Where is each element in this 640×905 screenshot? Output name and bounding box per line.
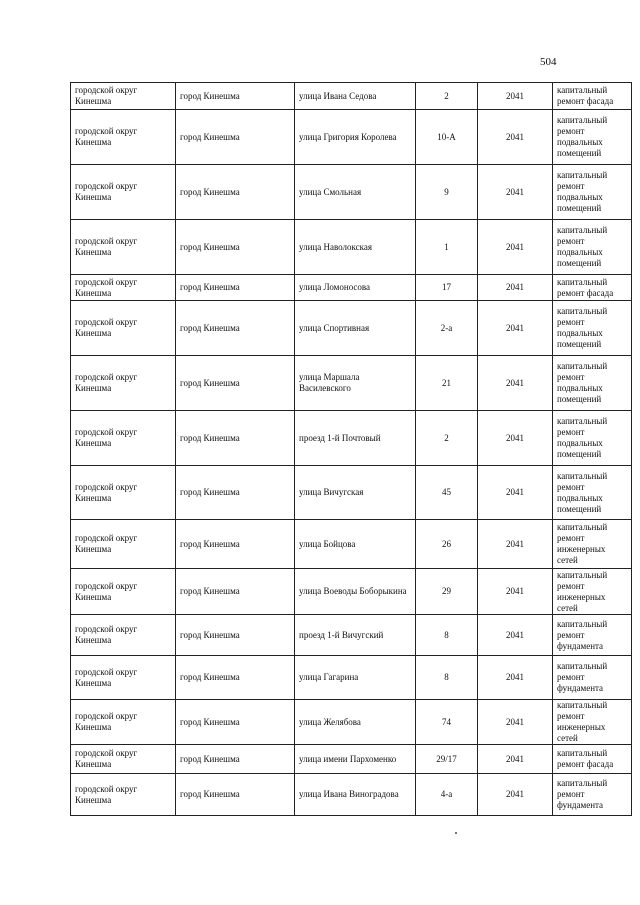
table-row [71,520,632,569]
city-cell: город Кинешма [176,656,295,700]
district-cell: городской округ Кинешма [71,745,176,774]
work-cell: капитальный ремонт подвальных помещений [553,356,632,411]
housing-repair-table [70,82,632,816]
street-cell: улица имени Пархоменко [295,745,416,774]
year-cell: 2041 [478,700,553,745]
district-cell: городской округ Кинешма [71,411,176,466]
street-cell: улица Наволокская [295,220,416,275]
street-cell: улица Ивана Седова [295,83,416,110]
table-row [71,615,632,656]
page-number: 504 [540,56,557,68]
year-cell: 2041 [478,745,553,774]
district-cell: городской округ Кинешма [71,356,176,411]
street-cell: улица Григория Королева [295,110,416,165]
district-cell: городской округ Кинешма [71,275,176,301]
work-cell: капитальный ремонт инженерных сетей [553,569,632,615]
work-cell: капитальный ремонт подвальных помещений [553,411,632,466]
year-cell: 2041 [478,466,553,520]
year-cell: 2041 [478,83,553,110]
year-cell: 2041 [478,165,553,220]
year-cell: 2041 [478,220,553,275]
house-cell: 2 [416,411,478,466]
district-cell: городской округ Кинешма [71,656,176,700]
table-row [71,656,632,700]
district-cell: городской округ Кинешма [71,220,176,275]
work-cell: капитальный ремонт инженерных сетей [553,520,632,569]
year-cell: 2041 [478,615,553,656]
city-cell: город Кинешма [176,700,295,745]
table-row [71,220,632,275]
work-cell: капитальный ремонт фасада [553,275,632,301]
work-cell: капитальный ремонт подвальных помещений [553,110,632,165]
table-row [71,411,632,466]
street-cell: улица Вичугская [295,466,416,520]
city-cell: город Кинешма [176,275,295,301]
city-cell: город Кинешма [176,466,295,520]
year-cell: 2041 [478,569,553,615]
year-cell: 2041 [478,656,553,700]
city-cell: город Кинешма [176,774,295,816]
street-cell: улица Ломоносова [295,275,416,301]
street-cell: проезд 1-й Почтовый [295,411,416,466]
house-cell: 21 [416,356,478,411]
district-cell: городской округ Кинешма [71,569,176,615]
work-cell: капитальный ремонт подвальных помещений [553,466,632,520]
city-cell: город Кинешма [176,615,295,656]
city-cell: город Кинешма [176,110,295,165]
year-cell: 2041 [478,774,553,816]
district-cell: городской округ Кинешма [71,774,176,816]
city-cell: город Кинешма [176,520,295,569]
city-cell: город Кинешма [176,356,295,411]
city-cell: город Кинешма [176,301,295,356]
work-cell: капитальный ремонт фундамента [553,656,632,700]
house-cell: 2-а [416,301,478,356]
house-cell: 17 [416,275,478,301]
work-cell: капитальный ремонт подвальных помещений [553,301,632,356]
work-cell: капитальный ремонт инженерных сетей [553,700,632,745]
district-cell: городской округ Кинешма [71,165,176,220]
city-cell: город Кинешма [176,745,295,774]
street-cell: улица Маршала Василевского [295,356,416,411]
house-cell: 8 [416,656,478,700]
table-row [71,466,632,520]
street-cell: проезд 1-й Вичугский [295,615,416,656]
house-cell: 29/17 [416,745,478,774]
work-cell: капитальный ремонт фасада [553,745,632,774]
table-row [71,275,632,301]
district-cell: городской округ Кинешма [71,520,176,569]
district-cell: городской округ Кинешма [71,301,176,356]
work-cell: капитальный ремонт фундамента [553,774,632,816]
street-cell: улица Спортивная [295,301,416,356]
year-cell: 2041 [478,356,553,411]
house-cell: 2 [416,83,478,110]
work-cell: капитальный ремонт подвальных помещений [553,165,632,220]
district-cell: городской округ Кинешма [71,83,176,110]
street-cell: улица Бойцова [295,520,416,569]
work-cell: капитальный ремонт подвальных помещений [553,220,632,275]
house-cell: 29 [416,569,478,615]
city-cell: город Кинешма [176,411,295,466]
table-row [71,745,632,774]
house-cell: 10-А [416,110,478,165]
year-cell: 2041 [478,411,553,466]
year-cell: 2041 [478,110,553,165]
city-cell: город Кинешма [176,83,295,110]
table-row [71,83,632,110]
table-row [71,774,632,816]
scan-speck [455,832,457,834]
year-cell: 2041 [478,275,553,301]
district-cell: городской округ Кинешма [71,615,176,656]
house-cell: 45 [416,466,478,520]
table-row [71,569,632,615]
year-cell: 2041 [478,301,553,356]
table-row [71,356,632,411]
table-row [71,110,632,165]
house-cell: 74 [416,700,478,745]
house-cell: 8 [416,615,478,656]
table-row [71,301,632,356]
house-cell: 4-а [416,774,478,816]
table-row [71,165,632,220]
city-cell: город Кинешма [176,165,295,220]
district-cell: городской округ Кинешма [71,110,176,165]
street-cell: улица Воеводы Боборыкина [295,569,416,615]
year-cell: 2041 [478,520,553,569]
work-cell: капитальный ремонт фундамента [553,615,632,656]
house-cell: 26 [416,520,478,569]
city-cell: город Кинешма [176,220,295,275]
district-cell: городской округ Кинешма [71,700,176,745]
street-cell: улица Желябова [295,700,416,745]
work-cell: капитальный ремонт фасада [553,83,632,110]
street-cell: улица Гагарина [295,656,416,700]
street-cell: улица Ивана Виноградова [295,774,416,816]
street-cell: улица Смольная [295,165,416,220]
house-cell: 9 [416,165,478,220]
house-cell: 1 [416,220,478,275]
district-cell: городской округ Кинешма [71,466,176,520]
city-cell: город Кинешма [176,569,295,615]
table-row [71,700,632,745]
